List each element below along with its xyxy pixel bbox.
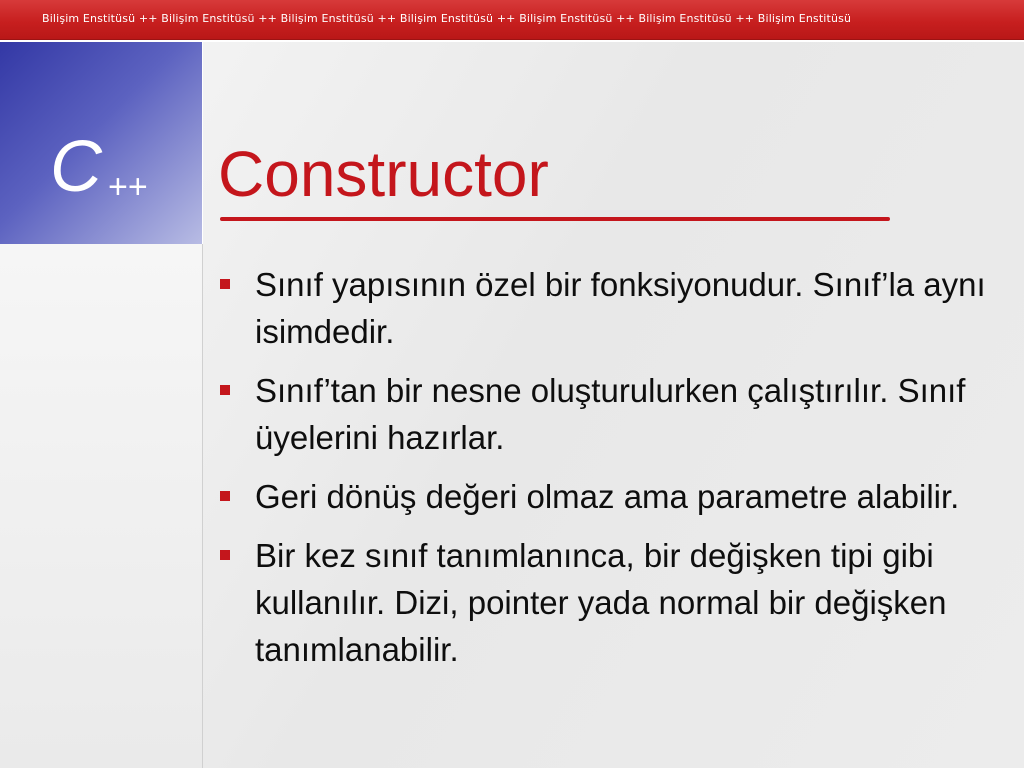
bullet-item <box>215 473 1000 520</box>
square-bullet-icon <box>220 279 230 289</box>
cpp-logo <box>0 42 202 244</box>
left-panel <box>0 244 203 768</box>
title-underline <box>220 217 890 221</box>
top-banner <box>0 0 1024 42</box>
bullet-item <box>215 261 1000 355</box>
divider-vertical <box>202 42 203 244</box>
slide-content <box>215 261 1000 685</box>
bullet-text: Bir kez sınıf tanımlanınca, bir değişken tipi gibi kullanılır. Dizi, pointer yada normal bir değişken tanımlanabilir. <box>255 537 947 668</box>
bullet-text: Sınıf’tan bir nesne oluşturulurken çalıştırılır. Sınıf üyelerini hazırlar. <box>255 372 966 456</box>
logo-c: C <box>50 127 102 207</box>
bullet-item <box>215 367 1000 461</box>
bullet-text: Geri dönüş değeri olmaz ama parametre alabilir. <box>255 478 960 515</box>
bullet-item <box>215 532 1000 673</box>
bullet-text: Sınıf yapısının özel bir fonksiyonudur. Sınıf’la aynı isimdedir. <box>255 266 986 350</box>
square-bullet-icon <box>220 491 230 501</box>
square-bullet-icon <box>220 385 230 395</box>
banner-text: Bilişim Enstitüsü ++ Bilişim Enstitüsü ++ Bilişim Enstitüsü ++ Bilişim Enstitüsü ++ Bilişim Enstitüsü ++ Bilişim Enstitüsü ++ Bilişim Enstitüsü <box>42 12 852 25</box>
slide-title: Constructor <box>218 138 549 210</box>
logo-plus: ++ <box>108 168 148 206</box>
square-bullet-icon <box>220 550 230 560</box>
